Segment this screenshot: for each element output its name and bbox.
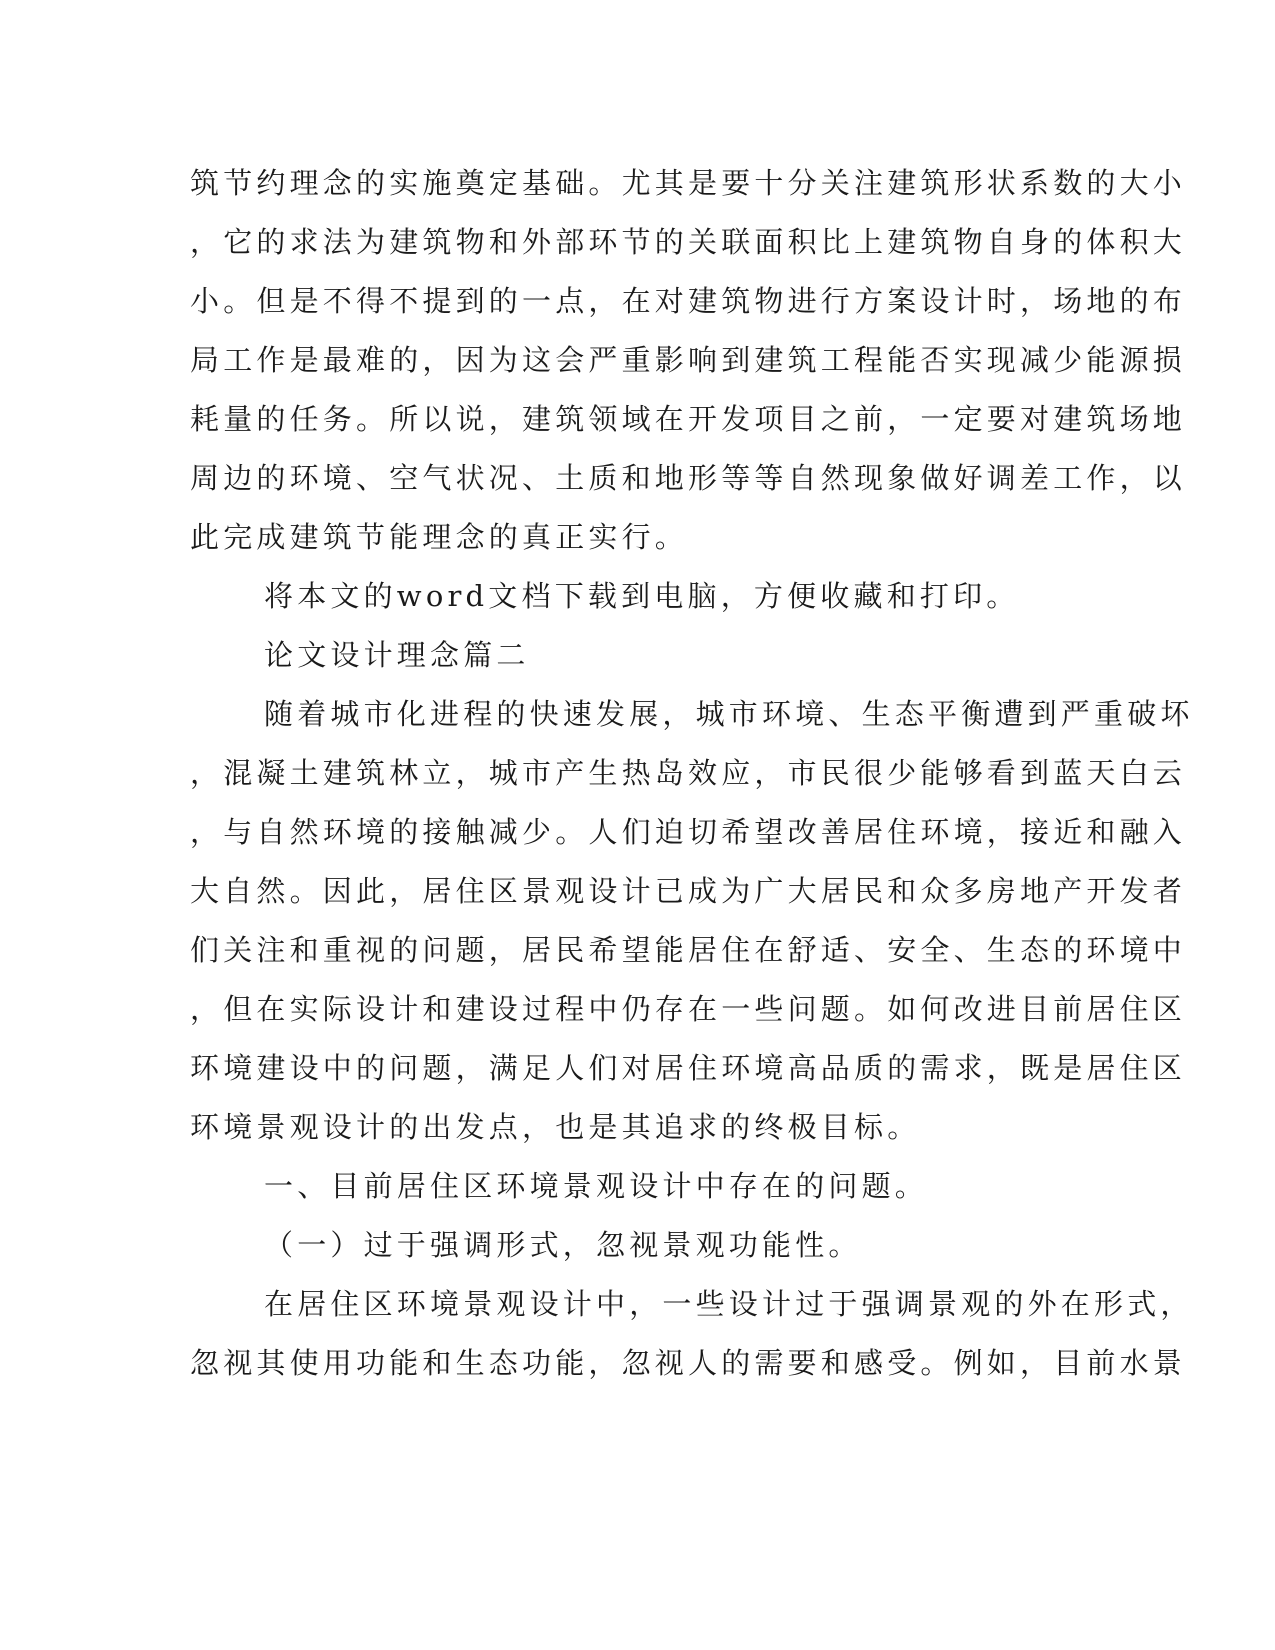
text-line: 此完成建筑节能理念的真正实行。 [190,520,689,554]
download-note: 将本文的word文档下载到电脑，方便收藏和打印。 [264,579,1020,613]
section-heading: 论文设计理念篇二 [264,638,530,672]
subheading-1-1: （一）过于强调形式，忽视景观功能性。 [264,1228,862,1262]
text-line: ，混凝土建筑林立，城市产生热岛效应，市民很少能够看到蓝天白云 [190,756,1187,790]
text-line: 筑节约理念的实施奠定基础。尤其是要十分关注建筑形状系数的大小 [190,166,1187,200]
text-line: 随着城市化进程的快速发展，城市环境、生态平衡遭到严重破坏 [264,697,1194,731]
subheading-1: 一、目前居住区环境景观设计中存在的问题。 [264,1169,929,1203]
text-line: 局工作是最难的，因为这会严重影响到建筑工程能否实现减少能源损 [190,343,1187,377]
text-line: 忽视其使用功能和生态功能，忽视人的需要和感受。例如，目前水景 [190,1346,1187,1380]
text-line: 环境建设中的问题，满足人们对居住环境高品质的需求，既是居住区 [190,1051,1187,1085]
text-line: 在居住区环境景观设计中，一些设计过于强调景观的外在形式， [264,1287,1194,1321]
text-line: 大自然。因此，居住区景观设计已成为广大居民和众多房地产开发者 [190,874,1187,908]
text-line: 耗量的任务。所以说，建筑领域在开发项目之前，一定要对建筑场地 [190,402,1187,436]
text-line: ，与自然环境的接触减少。人们迫切希望改善居住环境，接近和融入 [190,815,1187,849]
text-line: ，但在实际设计和建设过程中仍存在一些问题。如何改进目前居住区 [190,992,1187,1026]
text-line: ，它的求法为建筑物和外部环节的关联面积比上建筑物自身的体积大 [190,225,1187,259]
text-line: 环境景观设计的出发点，也是其追求的终极目标。 [190,1110,921,1144]
text-line: 小。但是不得不提到的一点，在对建筑物进行方案设计时，场地的布 [190,284,1187,318]
text-line: 周边的环境、空气状况、土质和地形等等自然现象做好调差工作，以 [190,461,1187,495]
text-line: 们关注和重视的问题，居民希望能居住在舒适、安全、生态的环境中 [190,933,1187,967]
